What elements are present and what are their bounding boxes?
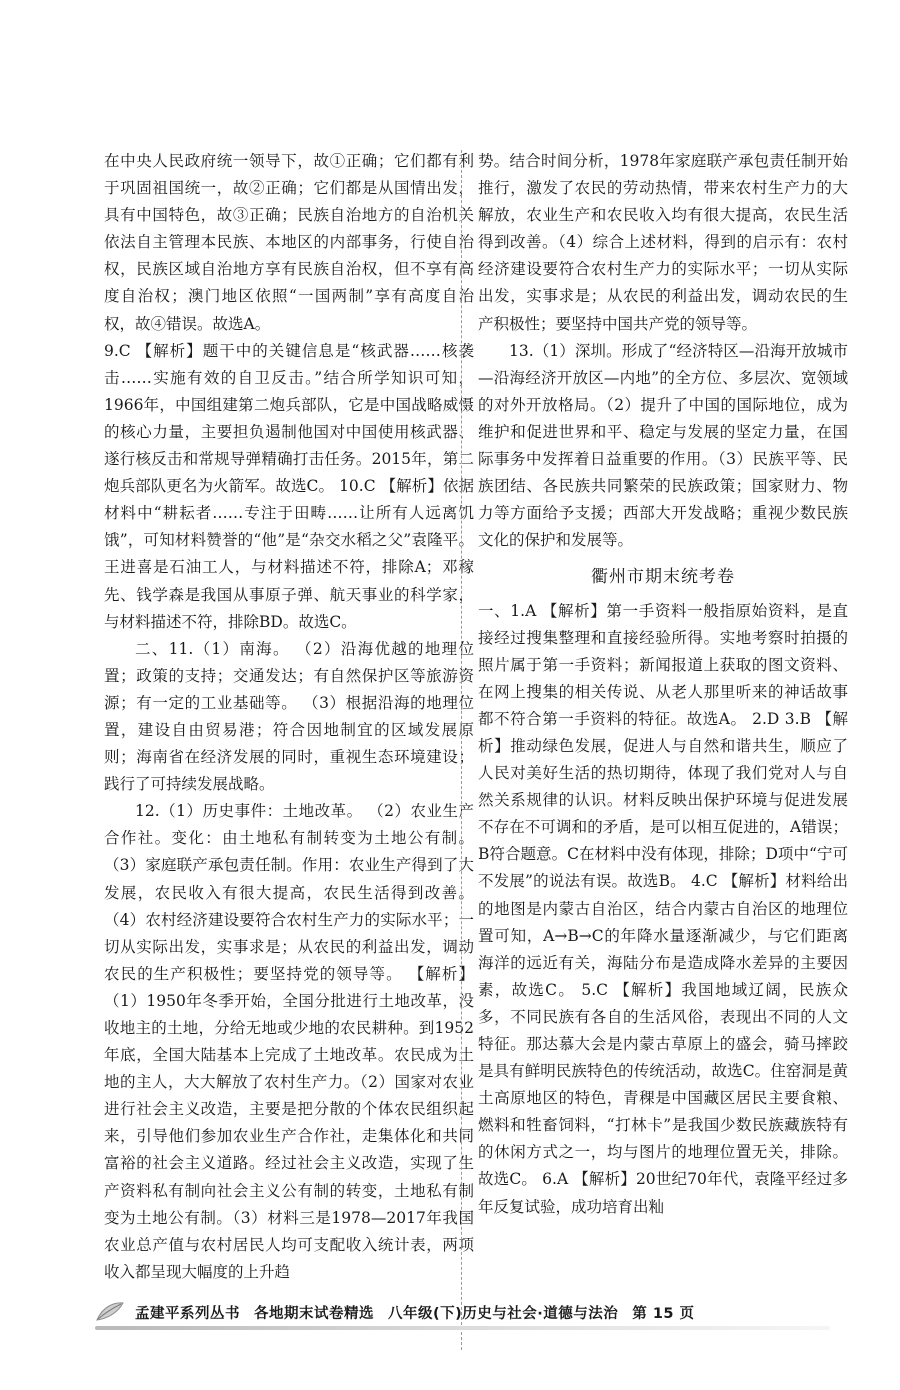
footer-book: 各地期末试卷精选	[254, 1306, 374, 1322]
paragraph: 13.（1）深圳。形成了“经济特区—沿海开放城市—沿海经济开放区—内地”的全方位、多层次、宽领域的对外开放格局。（2）提升了中国的国际地位，成为维护和促进世界和平、稳定与发展的坚定力量，在国际事务中发挥着日益重要的作用。（3）民族平等、民族团结、各民族共同繁荣的民族政策；国家财力、物力等方面给予支援；西部大开发战略；重视少数民族文化的保护和发展等。	[478, 341, 848, 550]
page-number: 第 15 页	[632, 1306, 695, 1322]
paragraph: 9.C 【解析】题干中的关键信息是“核武器……核袭击……实施有效的自卫反击。”结合所学知识可知，1966年，中国组建第二炮兵部队，它是中国战略威慑的核心力量，主要担负遏制他国对中国使用核武器、遂行核反击和常规导弹精确打击任务。2015年，第二炮兵部队更名为火箭军。故选C。 10.C 【解析】依据材料中“耕耘者……专注于田畴……让所有人远离饥饿”，可知材料赞誉的“他”是“杂交水稻之父”袁隆平。王进喜是石油工人，与材料描述不符，排除A；邓稼先、钱学森是我国从事原子弹、航天事业的科学家，与材料描述不符，排除BD。故选C。	[104, 341, 474, 631]
leaf-icon	[95, 1300, 125, 1324]
corner-logo	[725, 1320, 890, 1384]
section-title: 衢州市期末统考卷	[591, 567, 735, 588]
paragraph: 在中央人民政府统一领导下，故①正确；它们都有利于巩固祖国统一，故②正确；它们都是从国情出发，具有中国特色，故③正确；民族自治地方的自治机关依法自主管理本民族、本地区的内部事务，行使自治权，民族区域自治地方享有民族自治权，但不享有高度自治权；澳门地区依照“一国两制”享有高度自治权，故④错误。故选A。	[104, 152, 474, 333]
page-footer	[95, 1296, 830, 1340]
paragraph: 一、1.A 【解析】第一手资料一般指原始资料，是直接经过搜集整理和直接经验所得。实地考察时拍摄的照片属于第一手资料；新闻报道上获取的图文资料、在网上搜集的相关传说、从老人那里听来的神话故事都不符合第一手资料的特征。故选A。 2.D 3.B 【解析】推动绿色发展，促进人与自然和谐共生，顺应了人民对美好生活的热切期待，体现了我们党对人与自然关系规律的认识。材料反映出保护环境与促进发展不存在不可调和的矛盾，是可以相互促进的，A错误；B符合题意。C在材料中没有体现，排除；D项中“宁可不发展”的说法有误。故选B。 4.C 【解析】材料给出的地图是内蒙古自治区，结合内蒙古自治区的地理位置可知，A→B→C的年降水量逐渐减少，与它们距离海洋的远近有关，海陆分布是造成降水差异的主要因素，故选C。 5.C 【解析】我国地域辽阔，民族众多，不同民族有各自的生活风俗，表现出不同的人文特征。那达慕大会是内蒙古草原上的盛会，骑马摔跤是具有鲜明民族特色的传统活动，故选C。住窑洞是黄土高原地区的特色，青稞是中国藏区居民主要食粮、燃料和牲畜饲料，“打林卡”是我国少数民族藏族特有的休闲方式之一，均与图片的地理位置无关，排除。故选C。 6.A 【解析】20世纪70年代，袁隆平经过多年反复试验，成功培育出籼	[478, 601, 848, 1216]
paragraph: 二、11.（1）南海。 （2）沿海优越的地理位置；政策的支持；交通发达；有自然保护区等旅游资源；有一定的工业基础等。 （3）根据沿海的地理位置，建设自由贸易港；符合因地制宜的区域发展原则；海南省在经济发展的同时，重视生态环境建设；践行了可持续发展战略。	[104, 639, 474, 794]
paragraph: 12.（1）历史事件：土地改革。 （2）农业生产合作社。变化：由土地私有制转变为土地公有制。 （3）家庭联产承包责任制。作用：农业生产得到了大发展，农民收入有很大提高，农民生活得到改善。 （4）农村经济建设要符合农村生产力的实际水平；一切从实际出发，实事求是；从农民的利益出发，调动农民的生产积极性；要坚持党的领导等。 【解析】（1）1950年冬季开始，全国分批进行土地改革，没收地主的土地，分给无地或少地的农民耕种。到1952年底，全国大陆基本上完成了土地改革。农民成为土地的主人，大大解放了农村生产力。（2）国家对农业进行社会主义改造，主要是把分散的个体农民组织起来，引导他们参加农业生产合作社，走集体化和共同富裕的社会主义道路。经过社会主义改造，实现了生产资料私有制向社会主义公有制的转变，土地私有制变为土地公有制。（3）材料三是1978—2017年我国农业总产值与农村居民人均可支配收入统计表，两项收入都呈现大幅度的上升趋	[104, 802, 474, 1281]
footer-series: 孟建平系列丛书	[135, 1306, 240, 1322]
footer-grade: 八年级(下)历史与社会·道德与法治	[388, 1306, 619, 1322]
paragraph: 势。结合时间分析，1978年家庭联产承包责任制开始推行，激发了农民的劳动热情，带来农村生产力的大解放，农业生产和农民收入均有很大提高，农民生活得到改善。（4）综合上述材料，得到的启示有：农村经济建设要符合农村生产力的实际水平；一切从实际出发，实事求是；从农民的利益出发，调动农民的生产积极性；要坚持中国共产党的领导等。	[478, 152, 848, 333]
footer-text	[135, 1302, 695, 1323]
footer-bar	[95, 1326, 830, 1330]
